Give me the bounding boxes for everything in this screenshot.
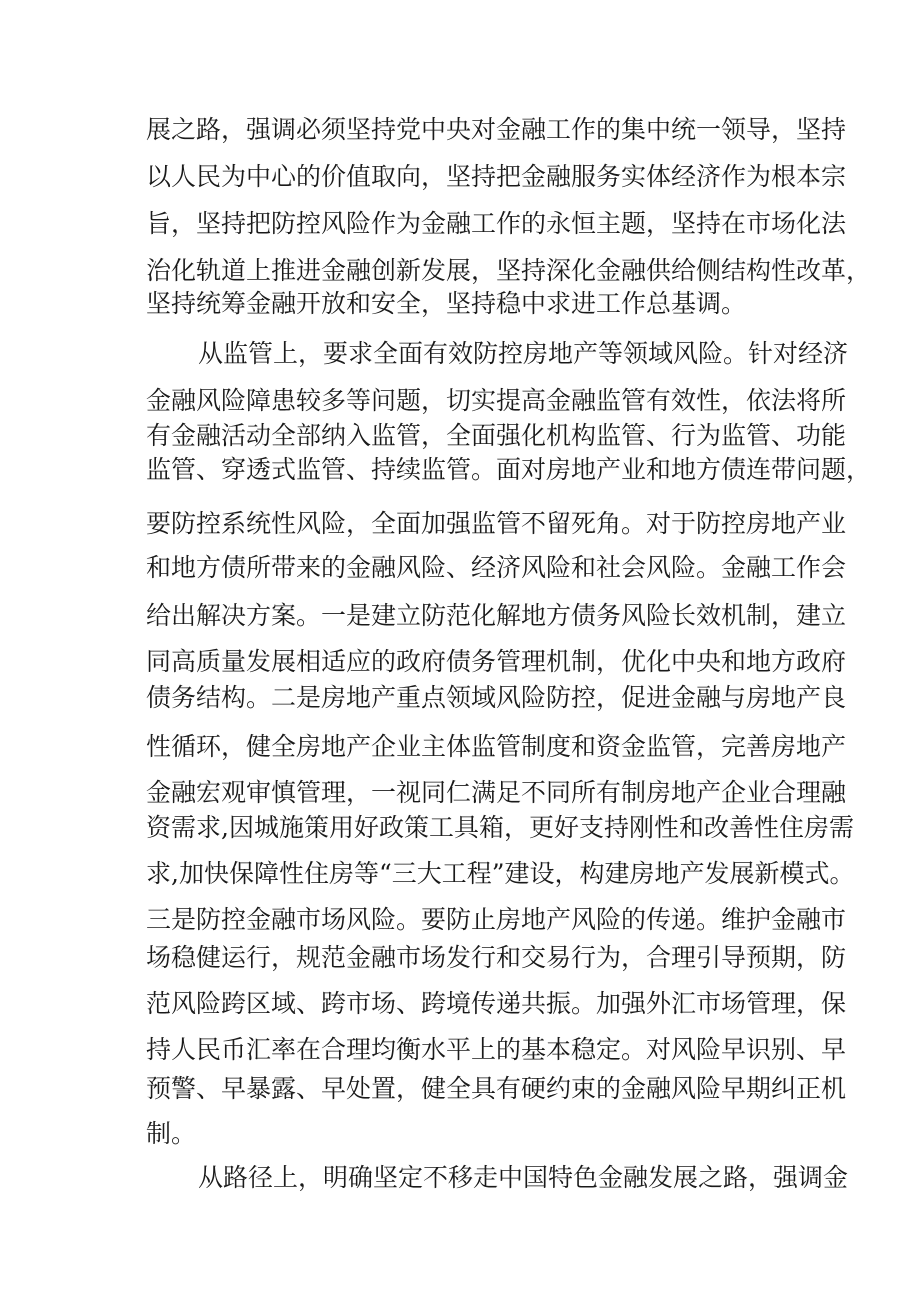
p2-line-15: 场稳健运行，规范金融市场发行和交易行为，合理引导预期，防: [146, 943, 847, 972]
p2-line-14: 三是防控金融市场风险。要防止房地产风险的传递。维护金融市: [146, 905, 847, 934]
p2-line-5: 要防控系统性风险，全面加强监管不留死角。对于防控房地产业: [146, 509, 847, 538]
p2-line-10: 性循环，健全房地产企业主体监管制度和资金监管，完善房地产: [146, 732, 847, 761]
p2-line-8: 同高质量发展相适应的政府债务管理机制，优化中央和地方政府: [146, 647, 847, 676]
p2-line-12: 资需求,因城施策用好政策工具箱，更好支持刚性和改善性住房需: [146, 813, 854, 842]
p2-line-9: 债务结构。二是房地产重点领域风险防控，促进金融与房地产良: [146, 683, 847, 712]
p2-line-17: 持人民币汇率在合理均衡水平上的基本稳定。对风险早识别、早: [146, 1035, 847, 1064]
p1-line-1: 展之路，强调必须坚持党中央对金融工作的集中统一领导，坚持: [146, 115, 847, 144]
p2-line-3: 有金融活动全部纳入监管，全面强化机构监管、行为监管、功能: [146, 421, 847, 450]
p1-line-5: 坚持统筹金融开放和安全，坚持稳中求进工作总基调。: [146, 289, 747, 318]
p2-line-13: 求,加快保障性住房等“三大工程”建设，构建房地产发展新模式。: [146, 859, 855, 888]
p2-line-4: 监管、穿透式监管、持续监管。面对房地产业和地方债连带问题，: [146, 455, 872, 484]
p2-line-16: 范风险跨区域、跨市场、跨境传递共振。加强外汇市场管理，保: [146, 989, 847, 1018]
p1-line-4: 治化轨道上推进金融创新发展，坚持深化金融供给侧结构性改革，: [146, 256, 872, 285]
p2-line-19: 制。: [146, 1119, 197, 1148]
p2-line-18: 预警、早暴露、早处置，健全具有硬约束的金融风险早期纠正机: [146, 1074, 847, 1103]
p1-line-3: 旨，坚持把防控风险作为金融工作的永恒主题，坚持在市场化法: [146, 209, 847, 238]
p3-line-1: 从路径上，明确坚定不移走中国特色金融发展之路，强调金: [198, 1163, 849, 1192]
p2-line-6: 和地方债所带来的金融风险、经济风险和社会风险。金融工作会: [146, 553, 847, 582]
p2-line-11: 金融宏观审慎管理，一视同仁满足不同所有制房地产企业合理融: [146, 778, 847, 807]
p1-line-2: 以人民为中心的价值取向，坚持把金融服务实体经济作为根本宗: [146, 162, 847, 191]
p2-line-1: 从监管上，要求全面有效防控房地产等领域风险。针对经济: [198, 339, 849, 368]
p2-line-2: 金融风险障患较多等问题，切实提高金融监管有效性，依法将所: [146, 386, 847, 415]
p2-line-7: 给出解决方案。一是建立防范化解地方债务风险长效机制，建立: [146, 601, 847, 630]
